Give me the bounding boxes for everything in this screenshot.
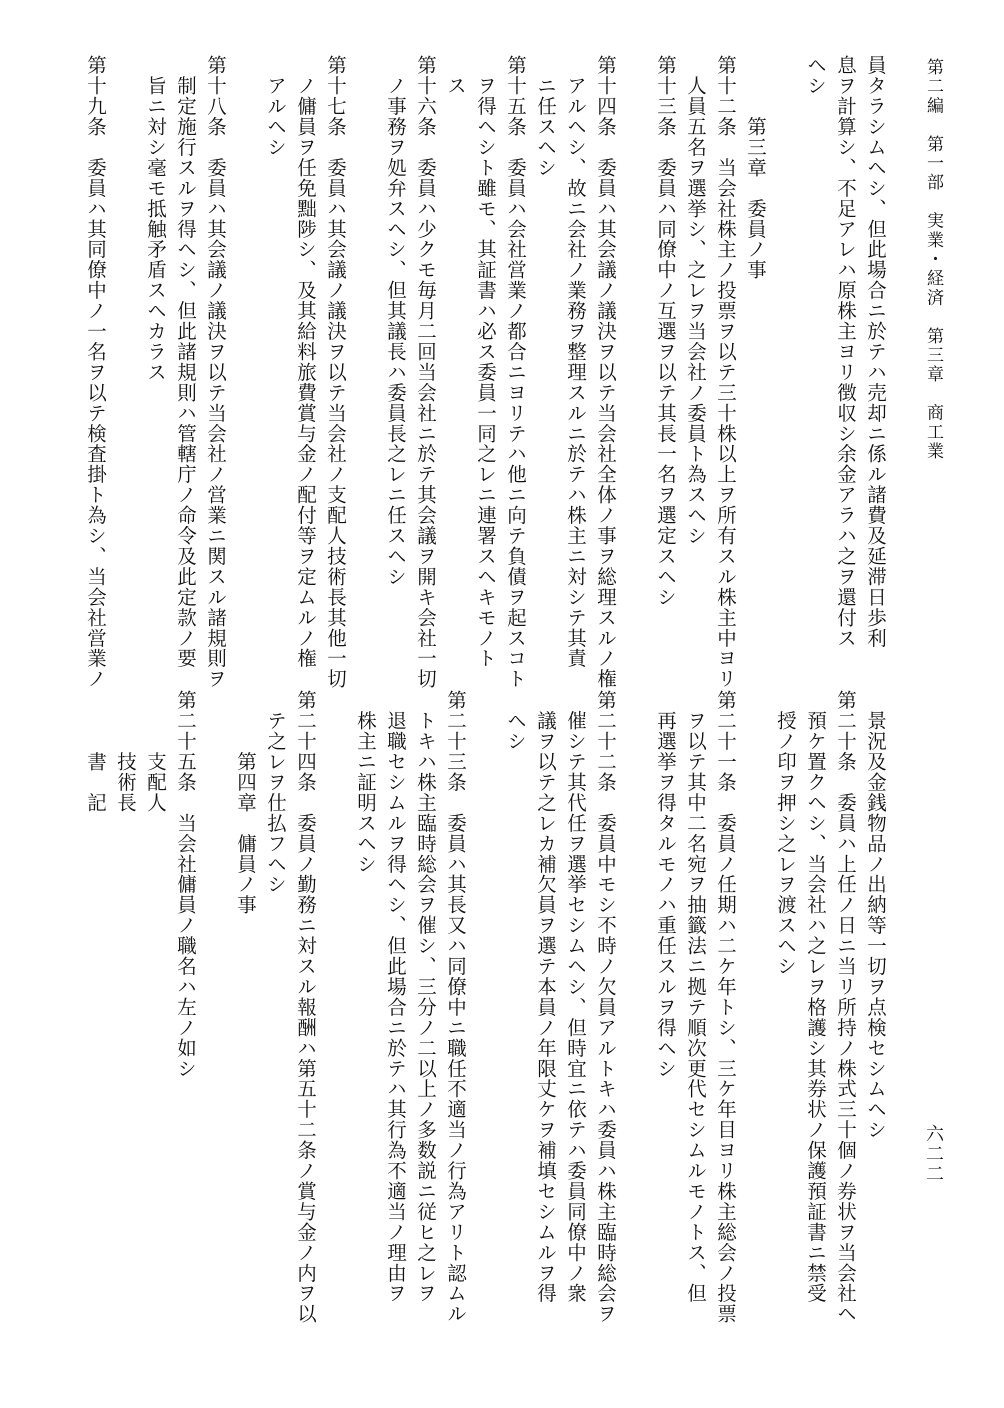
text-column: 催シテ其代任ヲ選挙セシムヘシ、但時宜ニ依テハ委員同僚中ノ衆 — [564, 690, 587, 1304]
running-head: 第二編 第一部 実業・経済 第三章 商工業 — [923, 58, 943, 462]
text-column: トキハ株主臨時総会ヲ催シ、三分ノ二以上ノ多数説ニ従ヒ之レヲ — [414, 690, 437, 1304]
text-column: ニ任スヘシ — [534, 55, 557, 178]
text-column: 第十九条 委員ハ其同僚中ノ一名ヲ以テ検査掛ト為シ、当会社営業ノ — [84, 55, 107, 689]
text-column: 預ケ置クヘシ、当会社ハ之レヲ格護シ其券状ノ保護預証書ニ禁受 — [804, 690, 827, 1304]
chapter-heading: 第三章 委員ノ事 — [744, 55, 767, 280]
text-column: 人員五名ヲ選挙シ、之レヲ当会社ノ委員ト為スヘシ — [684, 55, 707, 546]
text-column: 第二十条 委員ハ上任ノ日ニ当リ所持ノ株式三十個ノ券状ヲ当会社ヘ — [834, 690, 857, 1324]
text-column: ヲ得ヘシト雖モ、其証書ハ必ス委員一同之レニ連署スヘキモノト — [474, 55, 497, 669]
text-column: 制定施行スルヲ得ヘシ、但此諸規則ハ管轄庁ノ命令及此定款ノ要 — [174, 55, 197, 669]
text-column: 第十八条 委員ハ其会議ノ議決ヲ以テ当会社ノ営業ニ関スル諸規則ヲ — [204, 55, 227, 689]
text-column: 再選挙ヲ得タルモノハ重任スルヲ得ヘシ — [654, 690, 677, 1079]
text-column: 第二十二条 委員中モシ不時ノ欠員アルトキハ委員ハ株主臨時総会ヲ — [594, 690, 617, 1324]
text-column: アルヘシ — [264, 55, 287, 158]
text-column: 議ヲ以テ之レカ補欠員ヲ選テ本員ノ年限丈ケヲ補填セシムルヲ得 — [534, 690, 557, 1304]
chapter-heading: 第四章 傭員ノ事 — [234, 690, 257, 915]
text-column: 書 記 — [84, 690, 107, 813]
text-column: 息ヲ計算シ、不足アレハ原株主ヨリ徴収シ余金アラハ之ヲ還付ス — [834, 55, 857, 649]
text-column: 第十六条 委員ハ少クモ毎月二回当会社ニ於テ其会議ヲ開キ会社一切 — [414, 55, 437, 689]
text-column: 支配人 — [144, 690, 167, 813]
text-column: 第十三条 委員ハ同僚中ノ互選ヲ以テ其長一名ヲ選定スヘシ — [654, 55, 677, 608]
text-column: 第二十三条 委員ハ其長又ハ同僚中ニ職任不適当ノ行為アリト認ムル — [444, 690, 467, 1324]
text-column: 員タラシムヘシ、但此場合ニ於テハ売却ニ係ル諸費及延滞日歩利 — [864, 55, 887, 649]
text-column: 第十七条 委員ハ其会議ノ議決ヲ以テ当会社ノ支配人技術長其他一切 — [324, 55, 347, 689]
text-column: 第二十四条 委員ノ勤務ニ対スル報酬ハ第五十二条ノ賞与金ノ内ヲ以 — [294, 690, 317, 1324]
text-column: 株主ニ証明スヘシ — [354, 690, 377, 875]
text-column: 技術長 — [114, 690, 137, 813]
text-column: 第二十一条 委員ノ任期ハ二ケ年トシ、三ケ年目ヨリ株主総会ノ投票 — [714, 690, 737, 1324]
text-column: 授ノ印ヲ押シ之レヲ渡スヘシ — [774, 690, 797, 977]
text-column: ノ傭員ヲ任免黜陟シ、及其給料旅費賞与金ノ配付等ヲ定ムルノ権 — [294, 55, 317, 669]
text-column: ヘシ — [504, 690, 527, 752]
text-column: ヲ以テ其中二名宛ヲ抽籤法ニ拠テ順次更代セシムルモノトス、但 — [684, 690, 707, 1304]
text-column: 退職セシムルヲ得ヘシ、但此場合ニ於テハ其行為不適当ノ理由ヲ — [384, 690, 407, 1304]
text-column: 第十五条 委員ハ会社営業ノ都合ニヨリテハ他ニ向テ負債ヲ起スコト — [504, 55, 527, 689]
text-column: アルヘシ、故ニ会社ノ業務ヲ整理スルニ於テハ株主ニ対シテ其責 — [564, 55, 587, 669]
text-column: ス — [444, 55, 467, 96]
text-column: 第十二条 当会社株主ノ投票ヲ以テ三十株以上ヲ所有スル株主中ヨリ — [714, 55, 737, 689]
text-column: 旨ニ対シ毫モ抵触矛盾スヘカラス — [144, 55, 167, 383]
text-column: 第二十五条 当会社傭員ノ職名ハ左ノ如シ — [174, 690, 197, 1079]
text-column: ヘシ — [804, 55, 827, 96]
text-column: ノ事務ヲ処弁スヘシ、但其議長ハ委員長之レニ任スヘシ — [384, 55, 407, 587]
page-number: 六二二 — [923, 1124, 944, 1184]
text-column: テ之レヲ仕払フヘシ — [264, 690, 287, 895]
text-column: 第十四条 委員ハ其会議ノ議決ヲ以テ当会社全体ノ事ヲ総理スルノ権 — [594, 55, 617, 689]
text-column: 景況及金銭物品ノ出納等一切ヲ点検セシムヘシ — [864, 690, 887, 1140]
